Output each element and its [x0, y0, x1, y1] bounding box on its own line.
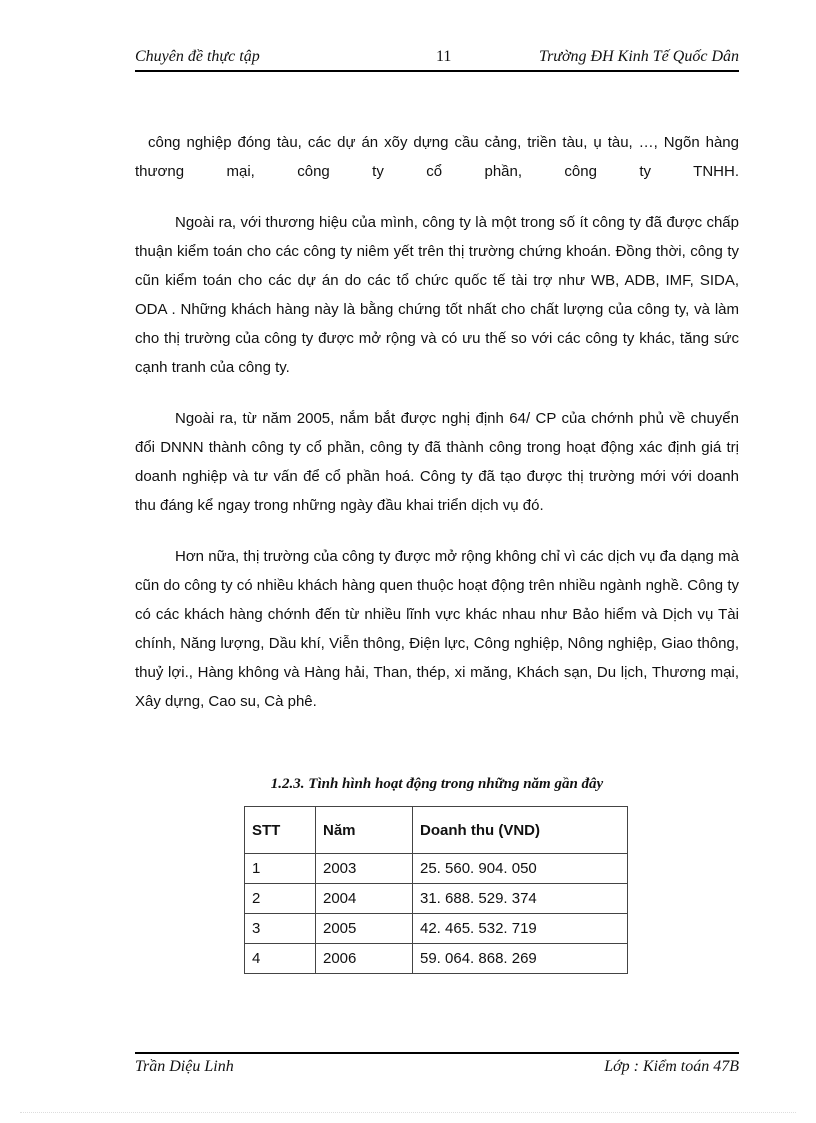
page-number: 11	[436, 48, 452, 65]
cell-revenue: 25. 560. 904. 050	[413, 854, 628, 884]
paragraph: công nghiệp đóng tàu, các dự án xõy dựng cầu cảng, triền tàu, ụ tàu, …, Ngõn hàng thương mại, công ty cổ phần, công ty TNHH.	[135, 134, 739, 180]
cell-year: 2006	[316, 944, 413, 974]
cell-stt: 4	[245, 944, 316, 974]
section-caption: 1.2.3. Tình hình hoạt động trong những năm gần đây	[270, 776, 604, 792]
cell-revenue: 42. 465. 532. 719	[413, 914, 628, 944]
column-header-revenue: Doanh thu (VND)	[413, 807, 628, 854]
revenue-table	[244, 806, 628, 974]
cell-year: 2005	[316, 914, 413, 944]
cell-year: 2004	[316, 884, 413, 914]
cell-stt: 3	[245, 914, 316, 944]
table-header-row	[245, 807, 628, 854]
page-edge-divider	[20, 1112, 796, 1113]
table-row	[245, 854, 628, 884]
paragraph: Hơn nữa, thị trường của công ty được mở rộng không chỉ vì các dịch vụ đa dạng mà cũn do công ty có nhiều khách hàng quen thuộc hoạt động trên nhiều ngành nghề. Công ty có các khách hàng chớnh đến từ nhiều lĩnh vực khác nhau như Bảo hiểm và Dịch vụ Tài chính, Năng lượng, Dầu khí, Viễn thông, Điện lực, Công nghiệp, Nông nghiệp, Giao thông, thuỷ lợi., Hàng không và Hàng hải, Than, thép, xi măng, Khách sạn, Du lịch, Thương mại, Xây dựng, Cao su, Cà phê.	[135, 548, 739, 710]
cell-stt: 2	[245, 884, 316, 914]
cell-revenue: 59. 064. 868. 269	[413, 944, 628, 974]
cell-year: 2003	[316, 854, 413, 884]
table-row	[245, 884, 628, 914]
column-header-year: Năm	[316, 807, 413, 854]
page-footer	[135, 1052, 739, 1080]
column-header-stt: STT	[245, 807, 316, 854]
cell-revenue: 31. 688. 529. 374	[413, 884, 628, 914]
table-row	[245, 944, 628, 974]
paragraph: Ngoài ra, với thương hiệu của mình, công ty là một trong số ít công ty đã được chấp thuận kiểm toán cho các công ty niêm yết trên thị trường chứng khoán. Đồng thời, công ty cũn kiểm toán cho các dự án do các tổ chức quốc tế tài trợ như WB, ADB, IMF, SIDA, ODA . Những khách hàng này là bằng chứng tốt nhất cho chất lượng của công ty, và làm cho thị trường của công ty được mở rộng và có ưu thế so với các công ty khác, tăng sức cạnh tranh của công ty.	[135, 214, 739, 376]
body-text	[135, 128, 739, 738]
footer-author: Trần Diệu Linh	[135, 1058, 234, 1075]
paragraph: Ngoài ra, từ năm 2005, nắm bắt được nghị định 64/ CP của chớnh phủ về chuyển đổi DNNN thành công ty cổ phần, công ty đã thành công trong hoạt động xác định giá trị doanh nghiệp và tư vấn để cổ phần hoá. Công ty đã tạo được thị trường mới với doanh thu đáng kể ngay trong những ngày đầu khai triển dịch vụ đó.	[135, 410, 739, 514]
header-university: Trường ĐH Kinh Tế Quốc Dân	[539, 48, 739, 65]
cell-stt: 1	[245, 854, 316, 884]
page-header	[135, 46, 739, 72]
footer-class: Lớp : Kiểm toán 47B	[604, 1058, 739, 1075]
table-row	[245, 914, 628, 944]
header-document-title: Chuyên đề thực tập	[135, 48, 260, 65]
